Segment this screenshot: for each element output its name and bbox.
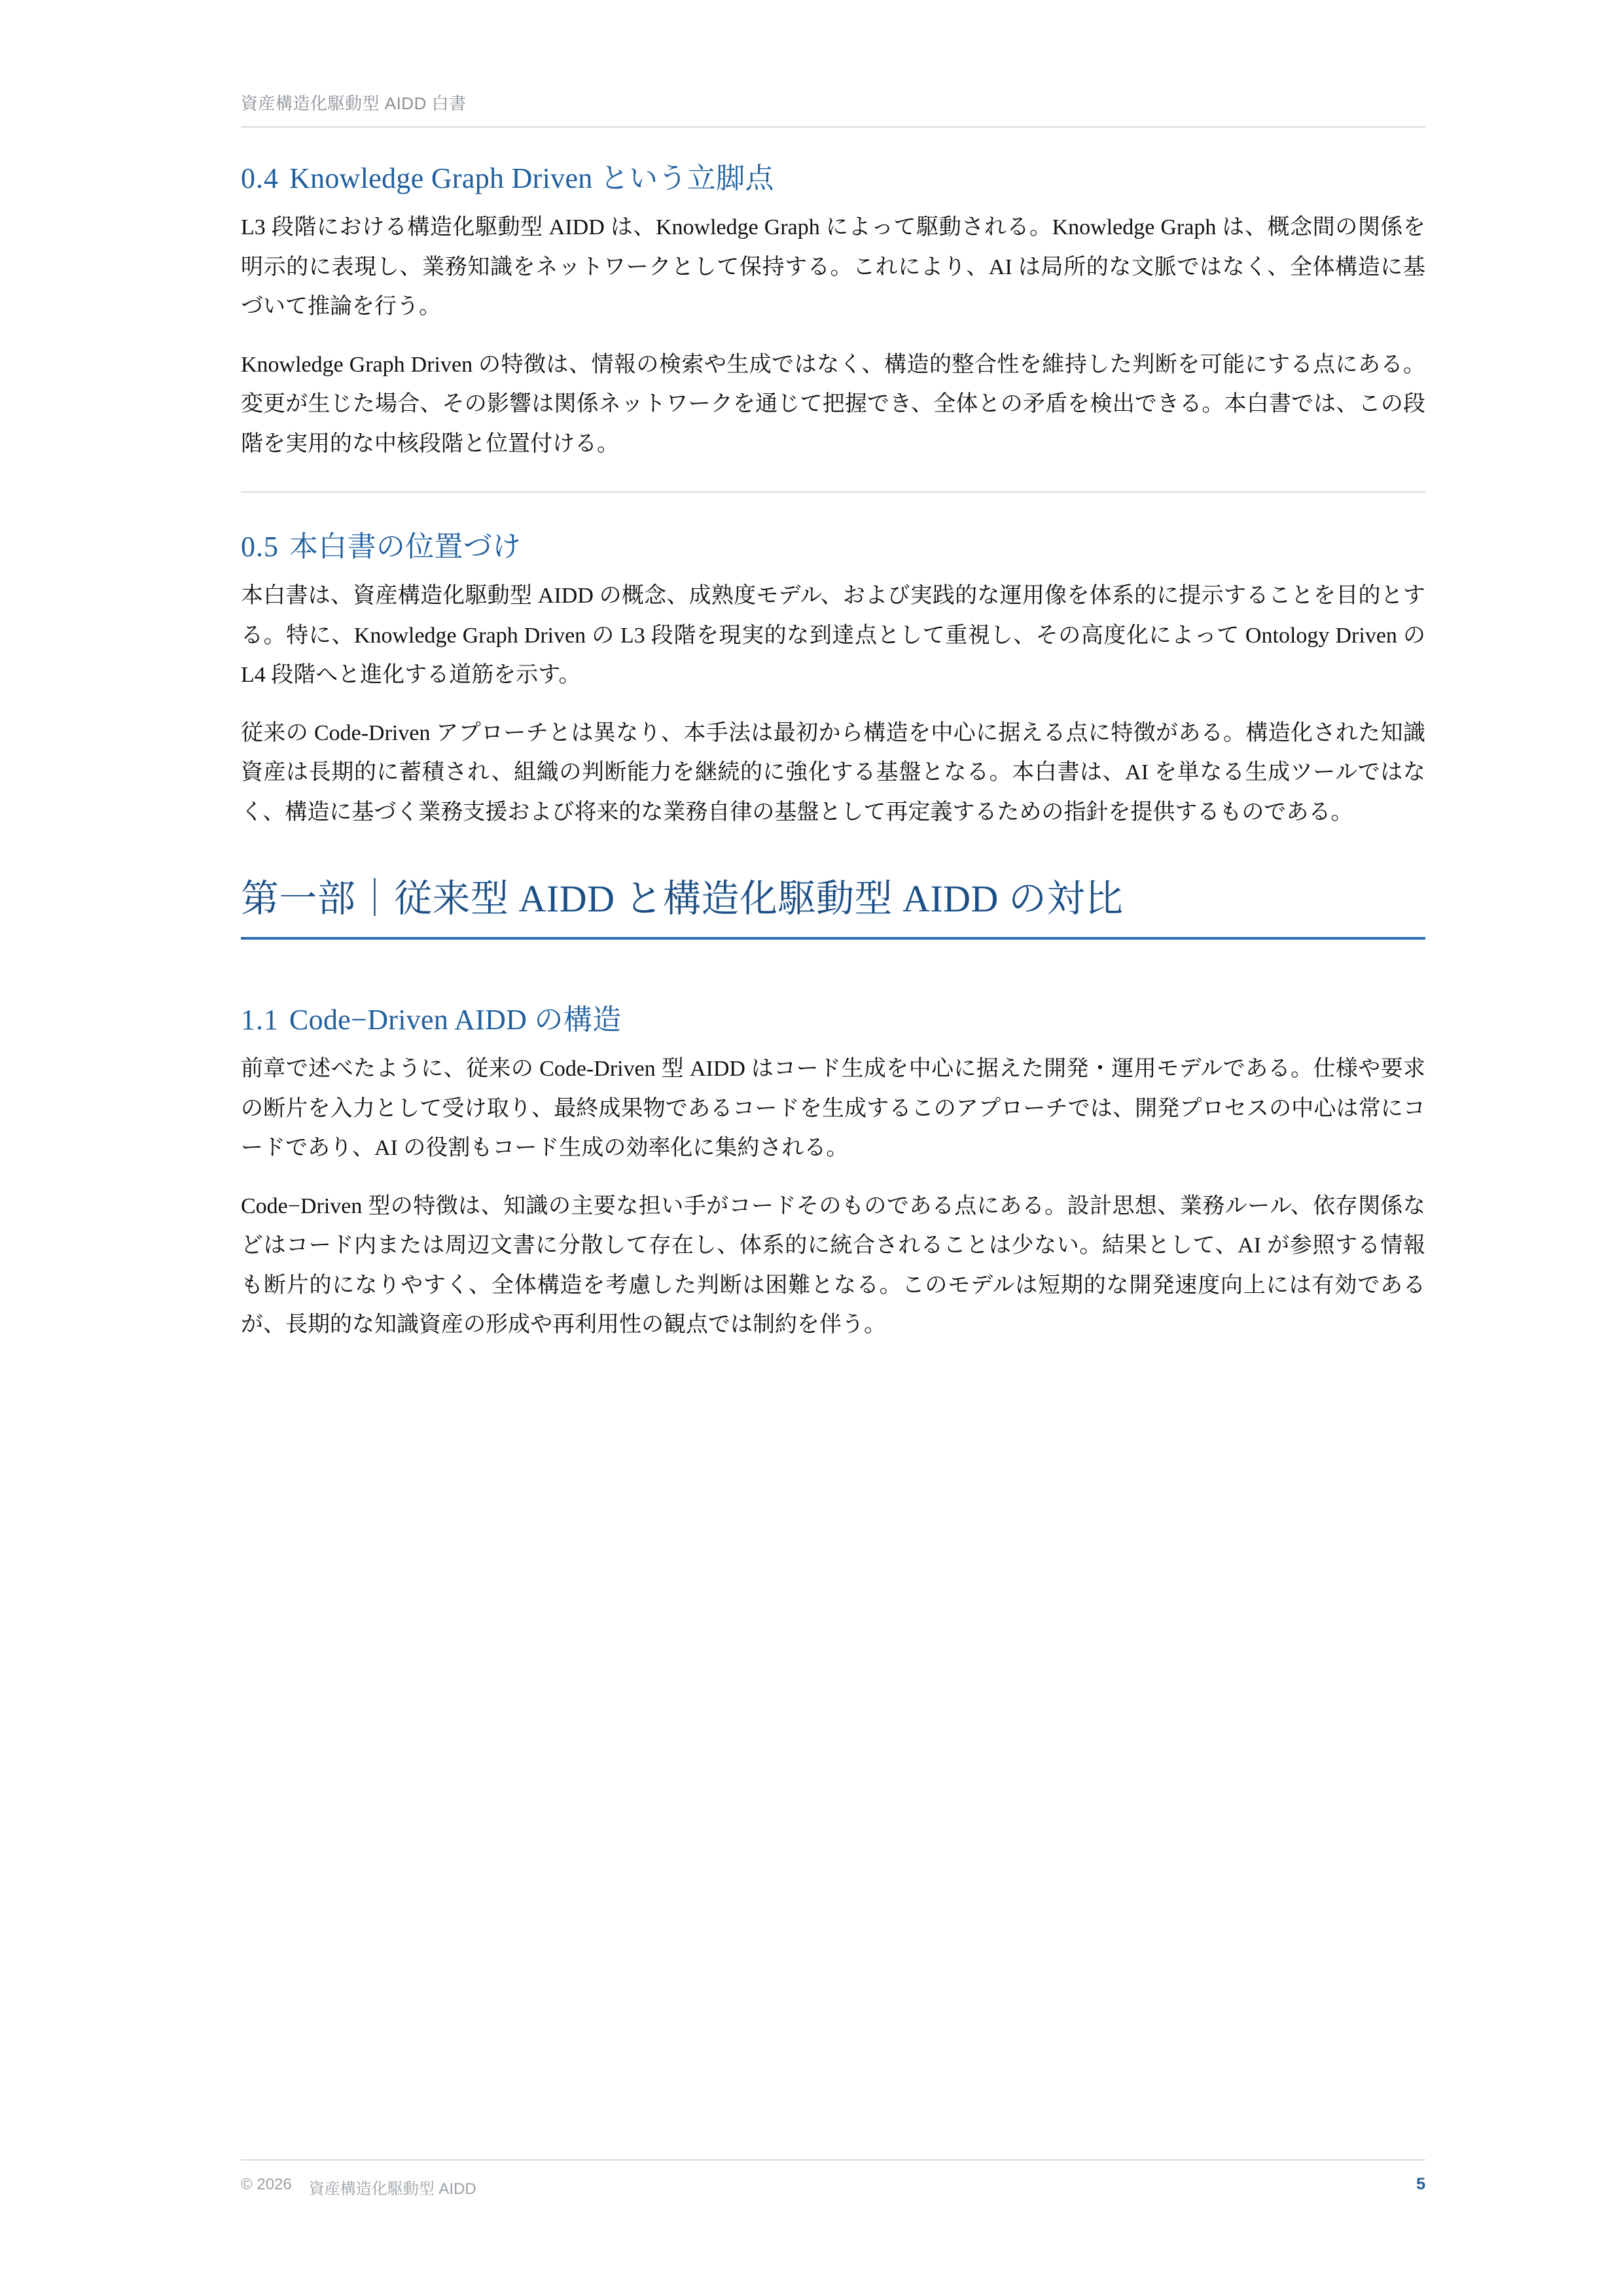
section-0-5 (241, 523, 1425, 832)
footer-page-number: 5 (1416, 2175, 1425, 2193)
footer-title: 資産構造化駆動型 AIDD (308, 2180, 476, 2198)
footer-left (241, 2176, 476, 2199)
footer-copyright: © 2026 (241, 2176, 292, 2193)
section-0-5-paragraph-2: 従来の Code-Driven アプローチとは異なり、本手法は最初から構造を中心に据える点に特徴がある。構造化された知識資産は長期的に蓄積され、組織の判断能力を継続的に強化する基盤となる。本白書は、AI を単なる生成ツールではなく、構造に基づく業務支援および将来的な業務自律の基盤として再定義するための指針を提供するものである。 (241, 720, 1425, 824)
section-1-1-title: Code−Driven AIDD の構造 (289, 1004, 622, 1036)
section-0-4-heading (241, 154, 1425, 196)
running-header-text: 資産構造化駆動型 AIDD 白書 (241, 94, 467, 113)
page-footer (241, 2159, 1425, 2199)
section-0-4-title: Knowledge Graph Driven という立脚点 (289, 162, 774, 194)
section-1-1-paragraph-2: Code−Driven 型の特徴は、知識の主要な担い手がコードそのものである点にある。設計思想、業務ルール、依存関係などはコード内または周辺文書に分散して存在し、体系的に統合されることは少ない。結果として、AI が参照する情報も断片的になりやすく、全体構造を考慮した判断は困難となる。このモデルは短期的な開発速度向上には有効であるが、長期的な知識資産の形成や再利用性の観点では制約を伴う。 (241, 1193, 1425, 1337)
section-1-1-paragraph-1: 前章で述べたように、従来の Code-Driven 型 AIDD はコード生成を中心に据えた開発・運用モデルである。仕様や要求の断片を入力として受け取り、最終成果物であるコードを生成するこのアプローチでは、開発プロセスの中心は常にコードであり、AI の役割もコード生成の効率化に集約される。 (241, 1057, 1425, 1161)
page-body (241, 154, 1425, 1345)
section-0-5-paragraph-1: 本白書は、資産構造化駆動型 AIDD の概念、成熟度モデル、および実践的な運用像を体系的に提示することを目的とする。特に、Knowledge Graph Driven の L3 段階を現実的な到達点として重視し、その高度化によって Ontology Driven の L4 段階へと進化する道筋を示す。 (241, 584, 1425, 688)
section-0-5-title: 本白書の位置づけ (289, 531, 522, 563)
section-0-4-paragraph-2: Knowledge Graph Driven の特徴は、情報の検索や生成ではなく、構造的整合性を維持した判断を可能にする点にある。変更が生じた場合、その影響は関係ネットワークを通じて把握でき、全体との矛盾を検出できる。本白書では、この段階を実用的な中核段階と位置付ける。 (241, 352, 1425, 456)
section-0-5-number: 0.5 (241, 531, 279, 563)
header-divider (241, 126, 1425, 128)
part-title-block (241, 868, 1425, 940)
page-header (241, 90, 1425, 128)
part-title: 第一部｜従来型 AIDD と構造化駆動型 AIDD の対比 (241, 877, 1124, 921)
section-0-5-heading (241, 523, 1425, 565)
section-divider-1 (241, 491, 1425, 493)
section-1-1-heading (241, 996, 1425, 1038)
footer-row (241, 2175, 1425, 2199)
section-0-4-paragraph-1: L3 段階における構造化駆動型 AIDD は、Knowledge Graph によって駆動される。Knowledge Graph は、概念間の関係を明示的に表現し、業務知識をネットワークとして保持する。これにより、AI は局所的な文脈ではなく、全体構造に基づいて推論を行う。 (241, 215, 1425, 319)
section-1-1-number: 1.1 (241, 1004, 279, 1036)
spacer-after-part-title (241, 940, 1425, 996)
section-1-1 (241, 996, 1425, 1345)
section-0-4 (241, 154, 1425, 464)
section-0-4-number: 0.4 (241, 162, 279, 194)
footer-divider (241, 2159, 1425, 2161)
